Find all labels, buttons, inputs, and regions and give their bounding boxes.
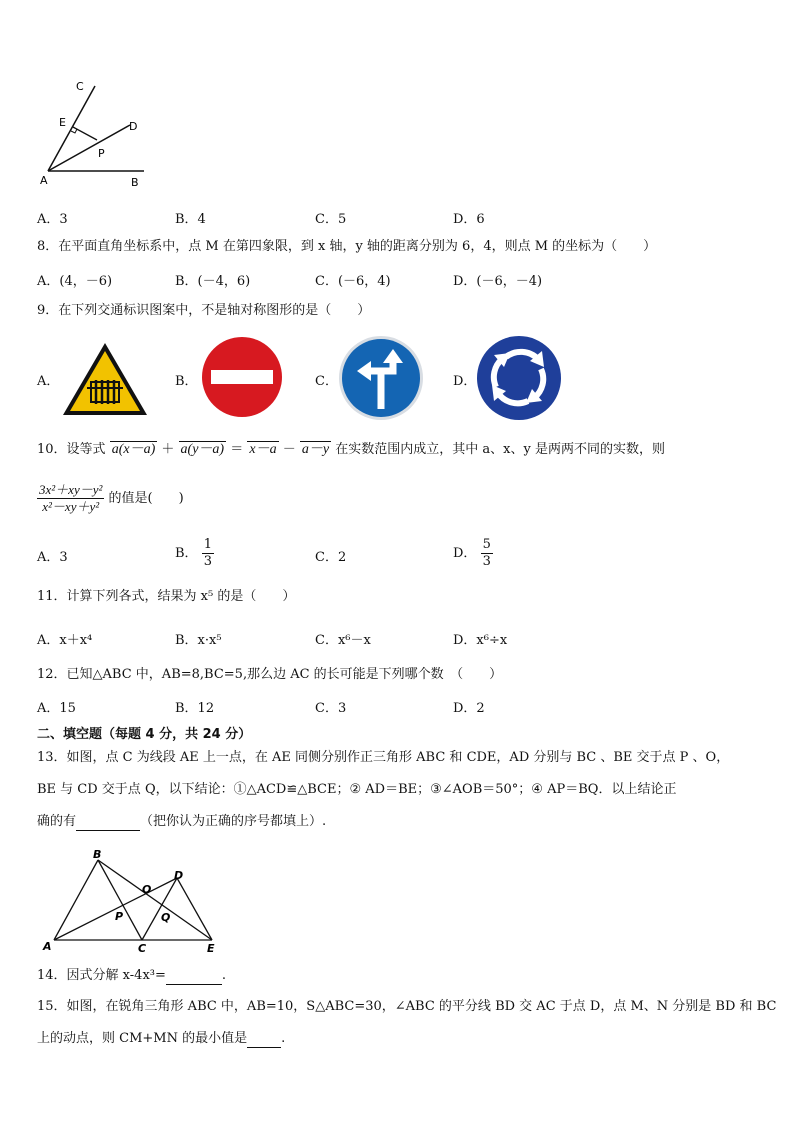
q15-answer-blank[interactable] [247, 1029, 281, 1048]
straight-or-left-sign-icon [338, 335, 424, 421]
no-entry-sign-icon [200, 335, 284, 419]
label-b: B [93, 848, 102, 861]
label-e: E [59, 116, 66, 129]
right-angle-mark [71, 129, 77, 133]
label-p: P [115, 910, 124, 923]
label-e: E [207, 942, 215, 955]
label-c: C [138, 942, 147, 955]
roundabout-sign-icon [476, 335, 562, 421]
label-q: Q [161, 911, 171, 924]
segment-bc [98, 860, 142, 940]
q13-line-2: BE 与 CD 交于点 Q，以下结论：①△ACD≌△BCE；② AD＝BE；③∠AOB＝50°；④ AP＝BQ．以上结论正 [37, 782, 677, 797]
q8-question: 8．在平面直角坐标系中，点 M 在第四象限，到 x 轴，y 轴的距离分别为 6，4，则点 M 的坐标为（ ） [37, 239, 657, 254]
figure-equilateral-triangles [40, 846, 222, 958]
label-d: D [174, 869, 184, 882]
label-c: C [76, 80, 84, 93]
segment-ab [54, 860, 98, 940]
q15-line-1: 15．如图，在锐角三角形 ABC 中，AB=10，S△ABC=30，∠ABC 的平分线 BD 交 AC 于点 D，点 M、N 分别是 BD 和 BC [37, 999, 777, 1014]
q14-answer-blank[interactable] [166, 966, 222, 985]
q7-option-c: C．5 [315, 212, 347, 227]
figure-angle-bisector [40, 78, 155, 193]
label-a: A [40, 174, 48, 187]
q12-question: 12．已知△ABC 中，AB=8,BC=5,那么边 AC 的长可能是下列哪个数 （ ） [37, 667, 503, 682]
label-o: O [142, 883, 152, 896]
q11-option-d: D．x⁶÷x [453, 633, 508, 648]
section-heading: 二、填空题（每题 4 分，共 24 分） [37, 727, 252, 742]
q15-line-2: 上的动点，则 CM+MN 的最小值是 . [37, 1031, 286, 1046]
segment-ad [54, 878, 177, 940]
radical-3: x－a [249, 442, 277, 457]
q7-option-a: A．3 [37, 212, 68, 227]
radical-4: a－y [301, 442, 330, 457]
q11-question: 11．计算下列各式，结果为 x⁵ 的是（ ） [37, 589, 296, 604]
q9-question: 9．在下列交通标识图案中，不是轴对称图形的是（ ） [37, 303, 371, 318]
q10-question: 10．设等式 a(x－a) ＋ a(y－a) ＝ x－a － a－y 在实数范围内成立，其中 a、x、y 是两两不同的实数，则 [37, 442, 665, 457]
q10-fraction: $\frac{\text{3x²＋xy－y²}}{\text{x²－xy＋y²}}$ [39, 482, 103, 514]
q8-option-b: B．(－4，6) [175, 274, 251, 289]
warning-sign-railroad-icon [60, 340, 150, 418]
q13-line-3: 确的有 （把你认为正确的序号都填上）. [37, 814, 327, 829]
segment-be [98, 860, 212, 940]
q8-option-d: D．(－6，－4) [453, 274, 543, 289]
q12-option-d: D．2 [453, 701, 485, 716]
q12-option-c: C．3 [315, 701, 347, 716]
q10-option-d: D． $\frac{5}{3}$ [453, 537, 491, 569]
q11-option-c: C．x⁶－x [315, 633, 371, 648]
q8-option-c: C．(－6，4) [315, 274, 391, 289]
q13-answer-blank[interactable] [76, 812, 140, 831]
label-b: B [131, 176, 139, 189]
label-a: A [43, 940, 52, 953]
q9-option-b: B． [175, 374, 198, 389]
q9-option-d: D． [453, 374, 477, 389]
segment-de [177, 878, 212, 940]
q10-option-c: C．2 [315, 550, 347, 565]
radical-1: a(x－a) [111, 442, 156, 457]
q9-option-c: C． [315, 374, 338, 389]
q10-option-b: B． $\frac{1}{3}$ [175, 537, 212, 569]
q12-option-a: A．15 [37, 701, 76, 716]
q14-question: 14．因式分解 x-4x³= . [37, 968, 227, 983]
q9-option-a: A． [37, 374, 60, 389]
q11-option-b: B．x·x⁵ [175, 633, 222, 648]
radical-2: a(y－a) [180, 442, 225, 457]
label-d: D [129, 120, 138, 133]
q8-option-a: A．(4，－6) [37, 274, 113, 289]
q12-option-b: B．12 [175, 701, 215, 716]
label-p: P [98, 147, 105, 160]
q7-option-b: B．4 [175, 212, 206, 227]
q7-option-d: D．6 [453, 212, 485, 227]
q10-option-a: A．3 [37, 550, 68, 565]
q13-line-1: 13．如图，点 C 为线段 AE 上一点，在 AE 同侧分别作正三角形 ABC 和 CDE，AD 分别与 BC 、BE 交于点 P 、O， [37, 750, 730, 765]
q10-expression: $\frac{\text{3x²＋xy－y²}}{\text{x²－xy＋y²}}$ 的值是( ) [39, 482, 184, 514]
q11-option-a: A．x＋x⁴ [37, 633, 93, 648]
